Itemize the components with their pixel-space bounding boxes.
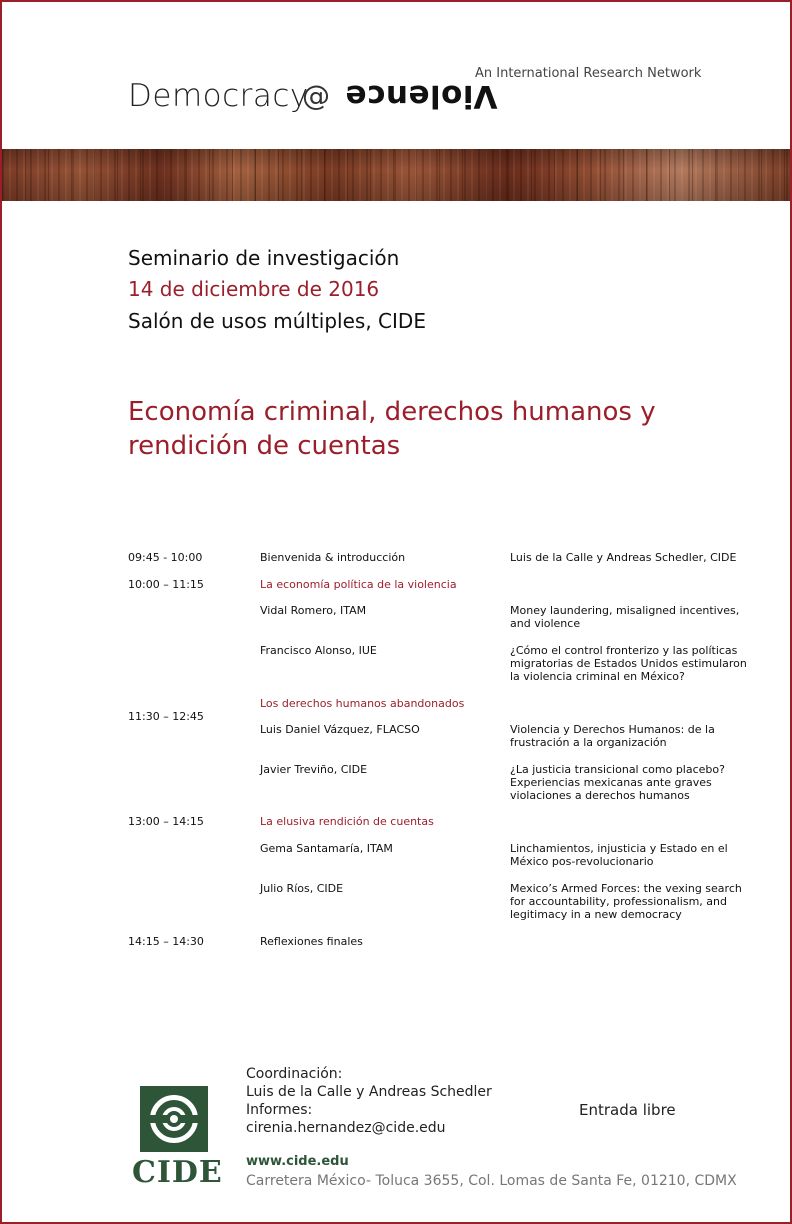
talk-title (510, 842, 760, 868)
talk-title (510, 882, 760, 921)
session-title: La elusiva rendición de cuentas (260, 815, 434, 828)
talk-title-line: for accountability, professionalism, and (510, 895, 727, 908)
talk-title (510, 644, 760, 683)
logo-democracy: Democracy (128, 78, 309, 114)
seminar-venue: Salón de usos múltiples, CIDE (128, 309, 426, 333)
seminar-label: Seminario de investigación (128, 246, 400, 270)
session-title: Los derechos humanos abandonados (260, 697, 465, 710)
talk-title-line: violaciones a derechos humanos (510, 789, 690, 802)
schedule-time: 14:15 – 14:30 (128, 935, 204, 948)
seminar-date: 14 de diciembre de 2016 (128, 277, 380, 301)
address: Carretera México- Toluca 3655, Col. Lomas de Santa Fe, 01210, CDMX (246, 1173, 737, 1189)
session-title: La economía política de la violencia (260, 578, 457, 591)
schedule-time: 11:30 – 12:45 (128, 710, 204, 723)
talk-title-line: migratorias de Estados Unidos estimularon (510, 657, 747, 670)
schedule-time: 10:00 – 11:15 (128, 578, 204, 591)
talk-title (510, 604, 760, 630)
talk-title-line: Money laundering, misaligned incentives, (510, 604, 740, 617)
talk-title-line: la violencia criminal en México? (510, 670, 685, 683)
seminar-title (128, 395, 748, 463)
talk-title-line: Mexico’s Armed Forces: the vexing search (510, 882, 742, 895)
contact-email[interactable]: cirenia.hernandez@cide.edu (246, 1120, 446, 1136)
talk-title-line: ¿La justicia transicional como placebo? (510, 763, 725, 776)
talk-title-line: Violencia y Derechos Humanos: de la (510, 723, 715, 736)
cide-emblem-icon (140, 1086, 208, 1152)
cide-logo (132, 1086, 223, 1190)
schedule-time: 13:00 – 14:15 (128, 815, 204, 828)
texture-banner-shade (2, 149, 790, 201)
talk-title (510, 723, 760, 749)
seminar-title-line-2: rendición de cuentas (128, 431, 401, 461)
website-link[interactable]: www.cide.edu (246, 1154, 349, 1169)
schedule-speaker: Luis Daniel Vázquez, FLACSO (260, 723, 420, 736)
free-entry-label: Entrada libre (579, 1101, 676, 1119)
talk-title-line: ¿Cómo el control fronterizo y las políticas (510, 644, 738, 657)
schedule-speaker: Vidal Romero, ITAM (260, 604, 367, 617)
talk-title-line: México pos-revolucionario (510, 855, 654, 868)
seminar-title-line-1: Economía criminal, derechos humanos y (128, 397, 656, 427)
network-tagline: An International Research Network (475, 66, 702, 81)
logo-at-symbol: @ (302, 79, 331, 112)
schedule-speaker: Francisco Alonso, IUE (260, 644, 377, 657)
talk-title (510, 763, 760, 802)
logo-violence-inverted: Violence (345, 78, 498, 114)
schedule-time: 09:45 - 10:00 (128, 551, 203, 564)
talk-title-line: Experiencias mexicanas ante graves (510, 776, 712, 789)
schedule-speaker: Javier Treviño, CIDE (260, 763, 368, 776)
schedule-speaker: Julio Ríos, CIDE (260, 882, 344, 895)
schedule-speaker: Luis de la Calle y Andreas Schedler, CIDE (510, 551, 737, 564)
talk-title-line: legitimacy in a new democracy (510, 908, 682, 921)
talk-title-line: Linchamientos, injusticia y Estado en el (510, 842, 728, 855)
info-label: Informes: (246, 1102, 313, 1118)
schedule-item: Bienvenida & introducción (260, 551, 406, 564)
schedule-speaker: Gema Santamaría, ITAM (260, 842, 393, 855)
coordination-names: Luis de la Calle y Andreas Schedler (246, 1084, 492, 1100)
schedule-item: Reflexiones finales (260, 935, 363, 948)
talk-title-line: and violence (510, 617, 581, 630)
coordination-label: Coordinación: (246, 1066, 343, 1082)
talk-title-line: frustración a la organización (510, 736, 667, 749)
cide-logo-text: CIDE (132, 1155, 223, 1190)
